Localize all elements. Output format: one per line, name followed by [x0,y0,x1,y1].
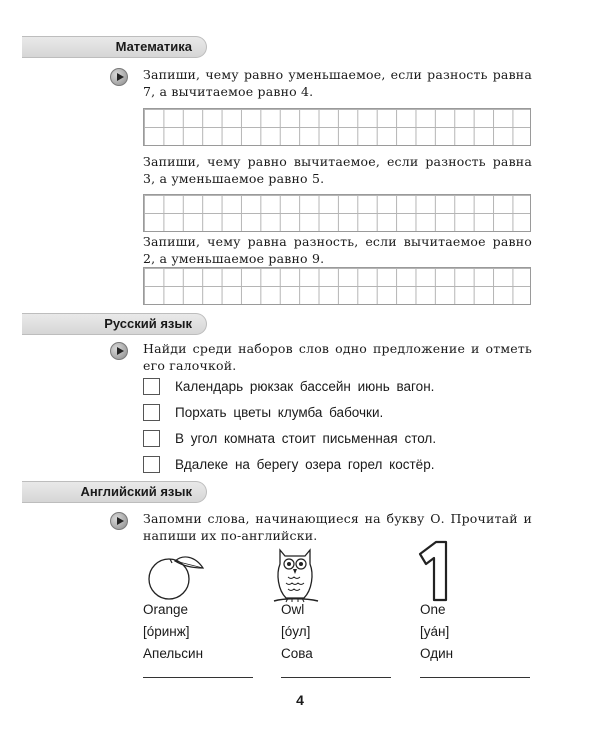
option-label: Порхать цветы клумба бабочки. [175,404,384,420]
option-row[interactable] [143,402,383,422]
russian-word: Один [420,646,454,661]
russian-task: Найди среди наборов слов одно предложение и отметь его галочкой. [143,341,532,373]
play-bullet-icon [110,342,128,360]
checkbox[interactable] [143,378,160,395]
english-word: Owl [281,602,305,617]
answer-line[interactable] [143,677,253,678]
option-label: Вдалеке на берегу озера горел костёр. [175,456,435,472]
word-card-owl [281,599,401,665]
english-word: One [420,602,446,617]
play-bullet-icon [110,68,128,86]
answer-grid-1[interactable] [143,108,531,146]
checkbox[interactable] [143,456,160,473]
option-label: Календарь рюкзак бассейн июнь вагон. [175,378,435,394]
word-card-one [420,599,540,665]
option-label: В угол комната стоит письменная стол. [175,430,437,446]
russian-word: Апельсин [143,646,204,661]
page-number: 4 [296,692,304,708]
transcription: [óринж] [143,624,190,639]
russian-word: Сова [281,646,313,661]
section-header-english: Английский язык [22,481,207,503]
checkbox[interactable] [143,430,160,447]
option-row[interactable] [143,428,436,448]
option-row[interactable] [143,454,434,474]
answer-line[interactable] [420,677,530,678]
section-header-russian: Русский язык [22,313,207,335]
english-word: Orange [143,602,189,617]
answer-grid-3[interactable] [143,267,531,305]
number-one-icon [412,540,456,604]
play-bullet-icon [110,512,128,530]
answer-grid-2[interactable] [143,194,531,232]
math-task-3: Запиши, чему равна разность, если вычитаемое равно 2, а уменьшаемое равно 9. [143,234,532,266]
word-card-orange [143,599,263,665]
english-task: Запомни слова, начинающиеся на букву О. Прочитай и напиши их по-английски. [143,511,532,543]
option-row[interactable] [143,376,434,396]
math-task-2: Запиши, чему равно вычитаемое, если разность равна 3, а уменьшаемое равно 5. [143,154,532,186]
answer-line[interactable] [281,677,391,678]
section-header-math: Математика [22,36,207,58]
orange-icon [145,552,209,602]
checkbox[interactable] [143,404,160,421]
transcription: [óул] [281,624,311,639]
transcription: [уáн] [420,624,450,639]
math-task-1: Запиши, чему равно уменьшаемое, если разность равна 7, а вычитаемое равно 4. [143,67,532,99]
